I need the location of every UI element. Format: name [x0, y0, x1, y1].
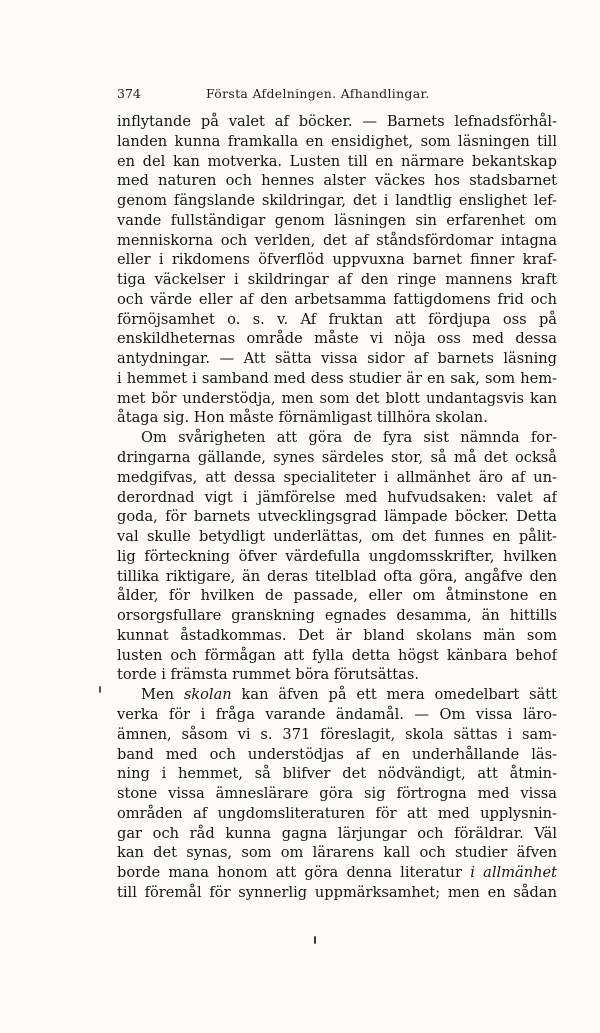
page-number: 374 [117, 86, 141, 101]
text-line: vande fullständigar genom läsningen sin erfarenhet om [117, 211, 557, 229]
margin-mark [99, 686, 101, 693]
text-line: dringarna gällande, synes särdeles stor, så må det också [117, 449, 557, 467]
text-line: enskildheternas område måste vi nöja oss med dessa [117, 330, 557, 348]
text-line: landen kunna framkalla en ensidighet, som läsningen till [117, 132, 557, 150]
text-line: tillika riktigare, än deras titelblad ofta göra, angåfve den [117, 567, 557, 585]
text-line: inflytande på valet af böcker. — Barnets lefnadsförhål- [117, 113, 557, 130]
text-line: lusten och förmågan att fylla detta högst känbara behof [117, 646, 557, 664]
text-line: förnöjsamhet o. s. v. Af fruktan att fördjupa oss på [117, 310, 557, 328]
text-line [117, 863, 557, 883]
text-line: åtaga sig. Hon måste förnämligast tillhöra skolan. [117, 409, 488, 427]
text-line: områden af ungdomsliteraturen för att med upplysnin- [117, 804, 557, 822]
text-line: goda, för barnets utvecklingsgrad lämpade böcker. Detta [117, 508, 557, 526]
text-line: torde i främsta rummet böra förutsättas. [117, 666, 419, 684]
paragraph-opening: Men [141, 686, 174, 704]
text-line: eller i rikdomens öfverflöd uppvuxna barnet finner kraf- [117, 251, 557, 269]
text-line: kunnat åstadkommas. Det är bland skolans män som [117, 626, 557, 644]
text-line: och värde eller af den arbetsamma fattigdomens frid och [117, 290, 557, 308]
running-head [117, 86, 455, 106]
text-line: kan det synas, som om lärarens kall och studier äfven [117, 844, 557, 862]
text-line: stone vissa ämneslärare göra sig förtrogna med vissa [117, 785, 557, 803]
text-line [117, 685, 557, 705]
text-line: ämnen, såsom vi s. 371 föreslagit, skola sättas i sam- [117, 725, 557, 743]
text-line: verka för i fråga varande ändamål. — Om vissa läro- [117, 705, 557, 723]
text-line: tiga väckelser i skildringar af den ringe mannens kraft [117, 271, 557, 289]
text-line: band med och understödjas af en underhållande läs- [117, 745, 557, 763]
text-line: till föremål för synnerlig uppmärksamhet; men en sådan [117, 883, 557, 901]
text-line: med naturen och hennes alster väckes hos stadsbarnet [117, 172, 557, 190]
text-line: genom fängslande skildringar, det i landtlig enslighet lef- [117, 192, 557, 210]
text-line: medgifvas, att dessa specialiteter i allmänhet äro af un- [117, 468, 557, 486]
italic-word: skolan [183, 686, 232, 704]
italic-phrase: i allmänhet [470, 864, 557, 882]
text-line-start: borde mana honom att göra denna literatur [117, 864, 462, 882]
text-line: antydningar. — Att sätta vissa sidor af barnets läsning [117, 350, 557, 368]
text-line: en del kan motverka. Lusten till en närmare bekantskap [117, 152, 557, 170]
text-line: met bör understödja, men som det blott undantagsvis kan [117, 389, 557, 407]
text-line: derordnad vigt i jämförelse med hufvudsaken: valet af [117, 488, 557, 506]
text-line: i hemmet i samband med dess studier är en sak, som hem- [117, 369, 557, 387]
text-line: ålder, för hvilken de passade, eller om åtminstone en [117, 587, 557, 605]
text-line: lig förteckning öfver värdefulla ungdomsskrifter, hvilken [117, 547, 557, 565]
text-line: menniskorna och verlden, det af ståndsfördomar intagna [117, 231, 557, 249]
text-line: gar och råd kunna gagna lärjungar och föräldrar. Väl [117, 824, 557, 842]
text-line-rest: kan äfven på ett mera omedelbart sätt [241, 686, 557, 704]
text-line: orsorgsfullare granskning egnades desamma, än hittills [117, 607, 557, 625]
body-text [117, 112, 557, 903]
text-line: ning i hemmet, så blifver det nödvändigt, att åtmin- [117, 765, 557, 783]
running-title: Första Afdelningen. Afhandlingar. [206, 86, 430, 101]
text-line: Om svårigheten att göra de fyra sist nämnda for- [141, 429, 557, 447]
ink-speck [314, 936, 316, 944]
text-line: val skulle betydligt underlättas, om det funnes en pålit- [117, 528, 557, 546]
